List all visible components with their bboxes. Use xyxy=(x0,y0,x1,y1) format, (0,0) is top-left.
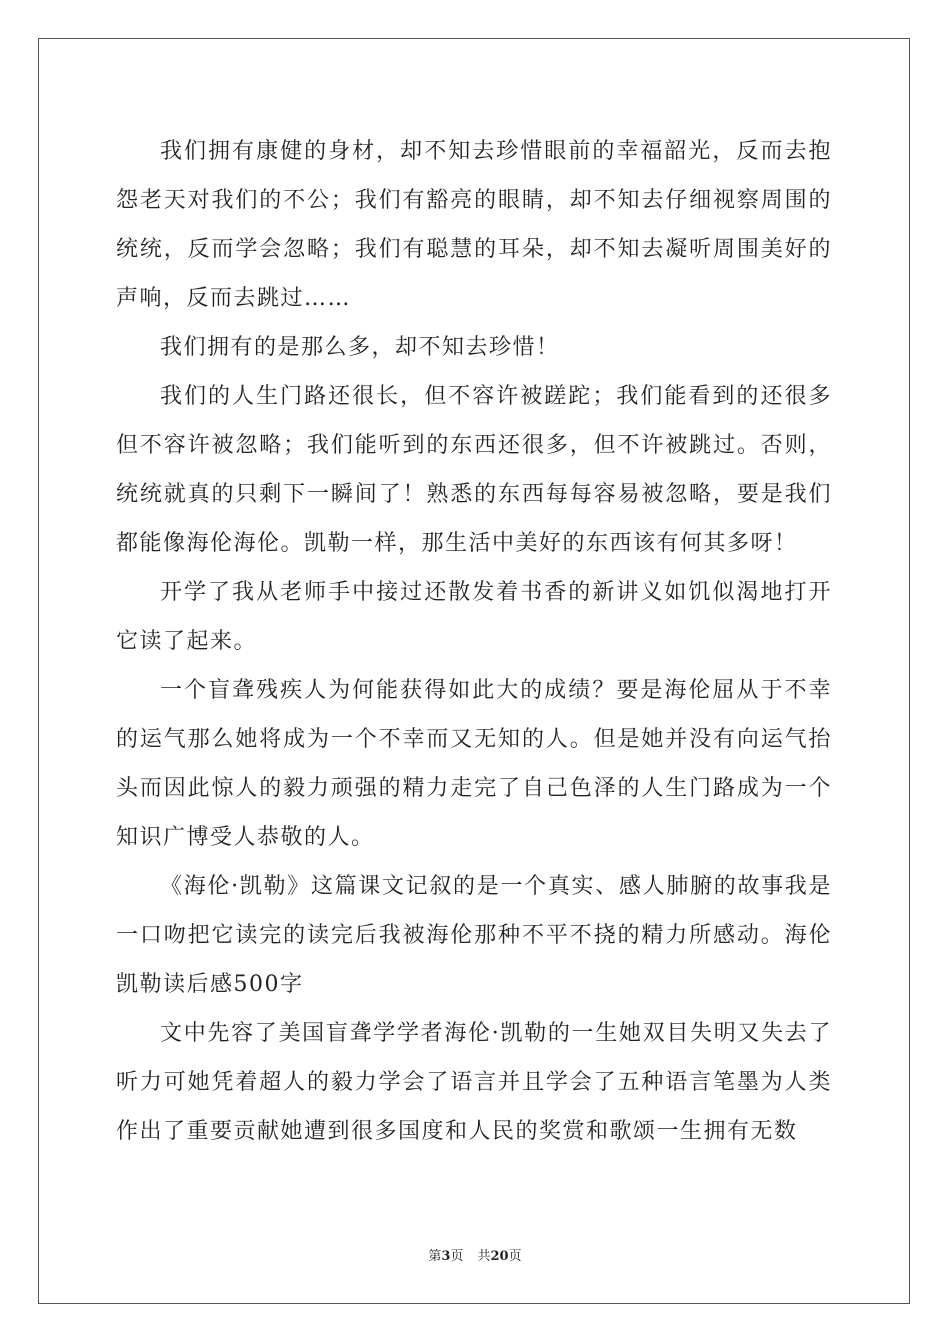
paragraph-3: 我们的人生门路还很长，但不容许被蹉跎；我们能看到的还很多但不容许被忽略；我们能听到的东西还很多，但不许被跳过。否则，统统就真的只剩下一瞬间了！熟悉的东西每每容易被忽略，要是我们都能像海伦海伦。凯勒一样，那生活中美好的东西该有何其多呀！ xyxy=(116,384,832,556)
paragraph-6: 《海伦·凯勒》这篇课文记叙的是一个真实、感人肺腑的故事我是一口吻把它读完的读完后我被海伦那种不平不挠的精力所感动。海伦凯勒读后感500字 xyxy=(116,874,832,997)
paragraph-7: 文中先容了美国盲聋学学者海伦·凯勒的一生她双目失明又失去了听力可她凭着超人的毅力学会了语言并且学会了五种语言笔墨为人类作出了重要贡献她遭到很多国度和人民的奖赏和歌颂一生拥有无数 xyxy=(116,1021,832,1144)
paragraph-5: 一个盲聋残疾人为何能获得如此大的成绩？要是海伦屈从于不幸的运气那么她将成为一个不幸而又无知的人。但是她并没有向运气抬头而因此惊人的毅力顽强的精力走完了自己色泽的人生门路成为一个知识广博受人恭敬的人。 xyxy=(116,678,832,850)
paragraph-1: 我们拥有康健的身材，却不知去珍惜眼前的幸福韶光，反而去抱怨老天对我们的不公；我们有豁亮的眼睛，却不知去仔细视察周围的统统，反而学会忽略；我们有聪慧的耳朵，却不知去凝听周围美好的声响，反而去跳过…… xyxy=(116,139,832,311)
document-body xyxy=(116,127,832,1156)
paragraph-4: 开学了我从老师手中接过还散发着书香的新讲义如饥似渴地打开它读了起来。 xyxy=(116,580,832,654)
total-prefix: 共 xyxy=(477,1249,491,1264)
page-footer xyxy=(0,1245,950,1264)
current-page-number: 3 xyxy=(441,1249,451,1264)
page-prefix: 第 xyxy=(428,1249,442,1264)
paragraph-2: 我们拥有的是那么多，却不知去珍惜！ xyxy=(160,335,560,360)
total-pages-number: 20 xyxy=(490,1249,509,1264)
total-suffix: 页 xyxy=(508,1249,522,1264)
page-suffix: 页 xyxy=(450,1249,464,1264)
